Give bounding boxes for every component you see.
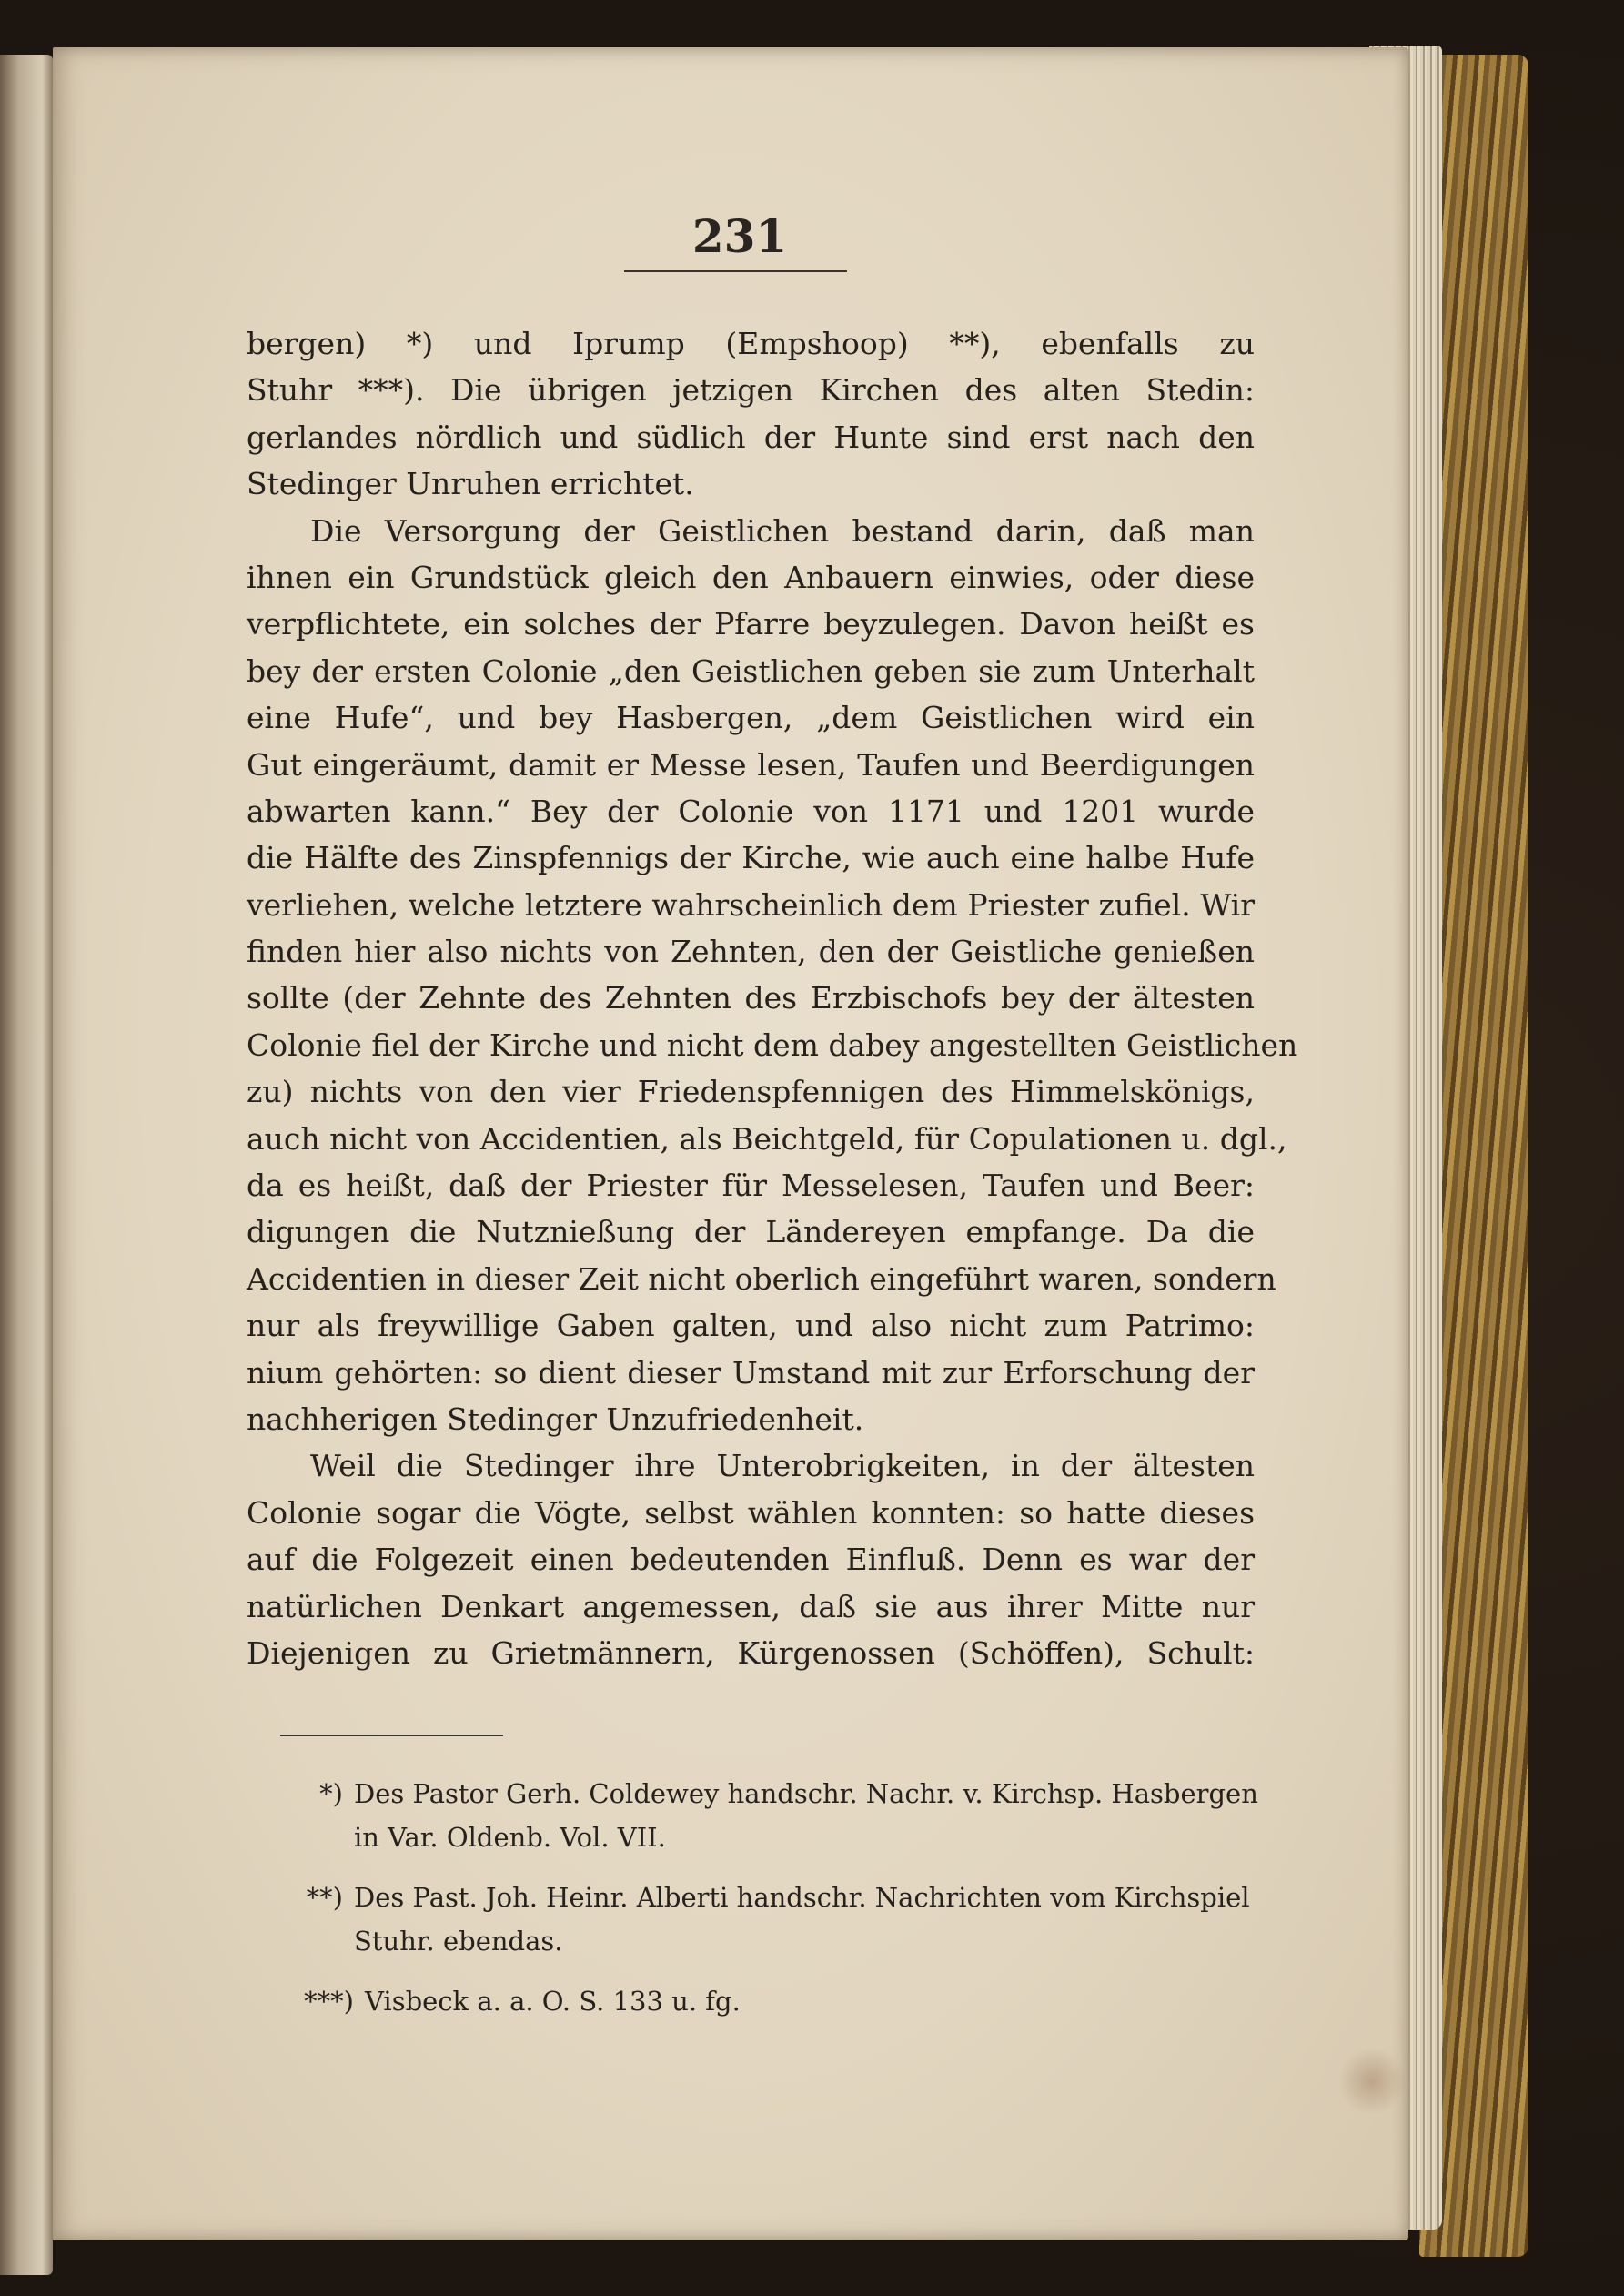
text-line: natürlichen Denkart angemessen, daß sie aus ihrer Mitte nur [247,1588,1255,1624]
text-line: Weil die Stedinger ihre Unterobrigkeiten, in der ältesten [310,1448,1255,1484]
text-line: Stedinger Unruhen errichtet. [247,466,694,502]
footnote-marker: **) [306,1882,343,1913]
text-line: Colonie sogar die Vögte, selbst wählen konnten: so hatte dieses [247,1494,1255,1531]
footnote-text: Des Past. Joh. Heinr. Alberti handschr. Nachrichten vom Kirchspiel [354,1882,1250,1913]
text-line: nur als freywillige Gaben galten, und also nicht zum Patrimo: [247,1308,1255,1344]
text-line: Gut eingeräumt, damit er Messe lesen, Taufen und Beerdigungen [247,746,1255,783]
footnote-text: in Var. Oldenb. Vol. VII. [354,1822,666,1853]
text-line: gerlandes nördlich und südlich der Hunte sind erst nach den [247,419,1255,455]
body-text [247,320,1298,1676]
footnote-marker: *) [319,1778,343,1809]
text-line: nium gehörten: so dient dieser Umstand mit zur Erforschung der [247,1354,1255,1391]
text-line: verliehen, welche letztere wahrscheinlich dem Priester zufiel. Wir [247,886,1255,923]
footnote-rule [280,1735,503,1736]
text-line: bey der ersten Colonie „den Geistlichen geben sie zum Unterhalt [247,652,1255,689]
text-line: auf die Folgezeit einen bedeutenden Einfluß. Denn es war der [247,1542,1255,1578]
text-line: zu) nichts von den vier Friedenspfennigen des Himmelskönigs, [247,1074,1255,1110]
text-line: auch nicht von Accidentien, als Beichtgeld, für Copulationen u. dgl., [247,1120,1287,1157]
footnote-text: Des Pastor Gerh. Coldewey handschr. Nachr. v. Kirchsp. Hasbergen [354,1778,1258,1809]
text-line: Stuhr ***). Die übrigen jetzigen Kirchen des alten Stedin: [247,372,1255,409]
text-line: Colonie fiel der Kirche und nicht dem dabey angestellten Geistlichen [247,1027,1298,1063]
book-page [53,47,1408,2240]
text-line: abwarten kann.“ Bey der Colonie von 1171 und 1201 wurde [247,793,1255,829]
text-line: ihnen ein Grundstück gleich den Anbauern einwies, oder diese [247,559,1255,595]
text-line: sollte (der Zehnte des Zehnten des Erzbischofs bey der ältesten [247,980,1255,1017]
footnote-text: Stuhr. ebendas. [354,1926,563,1957]
footnote-text: Visbeck a. a. O. S. 133 u. fg. [365,1986,741,2017]
footnote [247,1979,1275,2023]
text-line: die Hälfte des Zinspfennigs der Kirche, wie auch eine halbe Hufe [247,840,1255,876]
footnote [247,1772,1275,1859]
footnote [247,1876,1275,1963]
text-line: digungen die Nutznießung der Ländereyen empfange. Da die [247,1214,1255,1250]
header-rule [624,270,847,272]
text-line: eine Hufe“, und bey Hasbergen, „dem Geistlichen wird ein [247,700,1255,736]
footnote-marker: ***) [304,1986,354,2017]
text-line: finden hier also nichts von Zehnten, den der Geistliche genießen [247,934,1255,970]
page-number: 231 [691,209,788,263]
text-line: nachherigen Stedinger Unzufriedenheit. [247,1401,864,1437]
facing-page-edge [0,55,53,2275]
footnotes [247,1772,1275,2039]
text-line: Diejenigen zu Grietmännern, Kürgenossen (Schöffen), Schult: [247,1634,1255,1671]
text-line: verpflichtete, ein solches der Pfarre beyzulegen. Davon heißt es [247,606,1255,642]
text-line: bergen) *) und Iprump (Empshoop) **), ebenfalls zu [247,326,1255,361]
page-stain [1336,2049,1408,2113]
text-line: da es heißt, daß der Priester für Messelesen, Taufen und Beer: [247,1168,1255,1204]
text-line: Die Versorgung der Geistlichen bestand darin, daß man [310,512,1255,549]
text-line: Accidentien in dieser Zeit nicht oberlich eingeführt waren, sondern [247,1260,1276,1297]
